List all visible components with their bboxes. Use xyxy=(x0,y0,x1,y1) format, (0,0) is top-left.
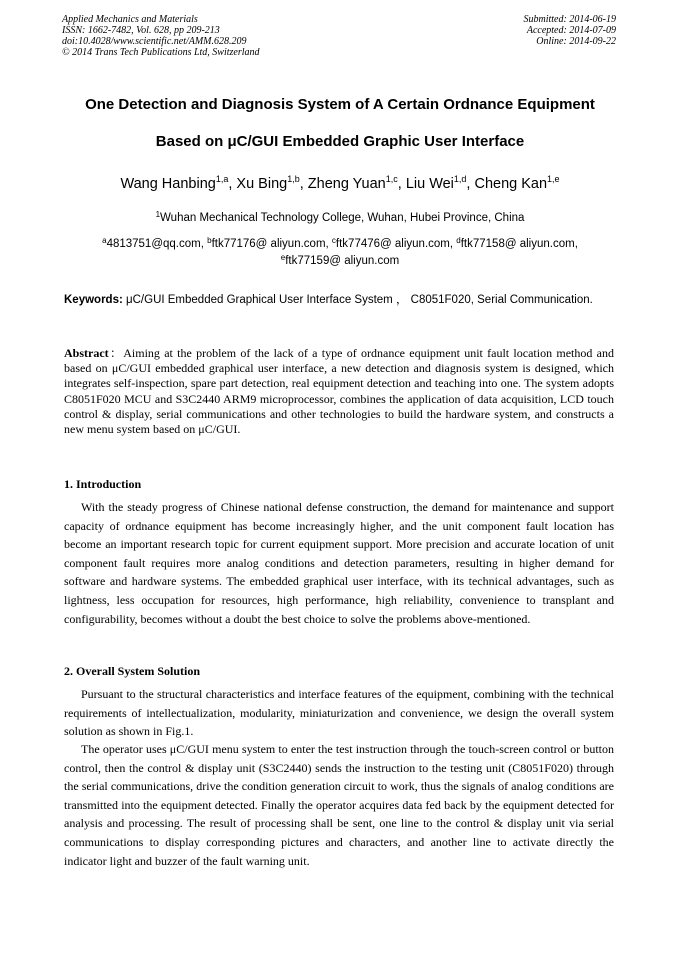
abstract-text: Aiming at the problem of the lack of a type of ordnance equipment unit fault location method and based on μC/GUI embedded graphical user interface, a new detection and diagnosis system is designed, which integrates self-inspection, spare part detection, real equipment detection and teaching into one. The system adopts C8051F020 MCU and S3C2440 ARM9 microprocessor, combines the application of data acquisition, LCD touch control & display, serial communications and other technologies to build the hardware system, and constructs a new menu system based on μC/GUI. xyxy=(64,346,614,437)
author-superscript: 1,c xyxy=(385,174,398,184)
email-address: ftk77159@ aliyun.com xyxy=(285,255,400,267)
author-separator: , xyxy=(466,176,475,192)
email-address: 4813751@qq.com, xyxy=(106,238,208,250)
email-superscript: b xyxy=(207,236,212,245)
abstract xyxy=(64,346,614,437)
author-name: Wang Hanbing xyxy=(120,176,216,192)
author-superscript: 1,e xyxy=(547,174,560,184)
keywords xyxy=(64,291,614,309)
author xyxy=(474,176,559,192)
author xyxy=(406,176,475,192)
author-superscript: 1,d xyxy=(453,174,467,184)
keywords-label: Keywords: xyxy=(64,294,123,306)
email-line-2 xyxy=(40,253,640,270)
submitted-date: Submitted: 2014-06-19 xyxy=(523,14,616,25)
online-date: Online: 2014-09-22 xyxy=(536,36,616,47)
author-name: Xu Bing xyxy=(236,176,288,192)
paper-title-line-2: Based on μC/GUI Embedded Graphic User Interface xyxy=(155,133,525,150)
email-superscript: a xyxy=(102,236,107,245)
paper-title-line-1: One Detection and Diagnosis System of A Certain Ordnance Equipment xyxy=(85,96,595,113)
introduction-paragraph: With the steady progress of Chinese national defense construction, the demand for maintenance and support capacity of ordnance equipment has become increasingly higher, and the unit component fault location has become an important research topic for current equipment support. More precision and accurate location of unit component fault requires more analog conditions and detection parameters, resulting in higher demand for software and hardware systems. The embedded graphical user interface, with its technical advantages, such as lightness, less occupation for resources, high performance, high reliability, convenience to transplant and configurability, becomes without a doubt the best choice to solve the problems above-mentioned. xyxy=(64,500,614,626)
affiliation-superscript: 1 xyxy=(155,210,161,219)
author-name: Zheng Yuan xyxy=(307,176,386,192)
abstract-colon: ： xyxy=(108,346,124,360)
email-superscript: d xyxy=(456,236,461,245)
email-line-1 xyxy=(40,236,640,253)
abstract-label: Abstract xyxy=(64,346,109,360)
author xyxy=(120,176,236,192)
author-list xyxy=(40,174,640,194)
journal-name: Applied Mechanics and Materials xyxy=(62,14,198,25)
email-address: ftk77176@ aliyun.com, xyxy=(211,238,332,250)
author-name: Liu Wei xyxy=(405,176,454,192)
copyright-line: © 2014 Trans Tech Publications Ltd, Switzerland xyxy=(62,47,260,58)
email-address: ftk77476@ aliyun.com, xyxy=(335,238,457,250)
author-name: Cheng Kan xyxy=(474,176,548,192)
accepted-date: Accepted: 2014-07-09 xyxy=(526,25,616,36)
affiliation xyxy=(40,210,640,226)
author xyxy=(308,176,406,192)
email-superscript: c xyxy=(331,236,336,245)
author-separator: , xyxy=(299,176,308,192)
overall-system-paragraph-2: The operator uses μC/GUI menu system to enter the test instruction through the touch-screen control or button control, then the control & display unit (S3C2440) sends the instruction to the testing unit (C8051F020) through the serial communications, drive the condition generation circuit to work, thus the signals of analog conditions are transmitted into the equipment detected. Finally the operator acquires data fed back by the equipment detected for analysis and processing. The result of processing shall be sent, one line to the control & display unit via serial communications to display corresponding pictures and characters, and another line to activate directly the indicator light and buzzer of the fault warning unit. xyxy=(64,742,614,868)
email-superscript: e xyxy=(280,253,286,262)
keywords-text: μC/GUI Embedded Graphical User Interface System ， C8051F020, Serial Communication. xyxy=(122,294,593,306)
author xyxy=(236,176,307,192)
section-heading-introduction: 1. Introduction xyxy=(64,477,142,491)
issn-line: ISSN: 1662-7482, Vol. 628, pp 209-213 xyxy=(62,25,220,36)
author-superscript: 1,a xyxy=(215,174,229,184)
section-heading-overall-system: 2. Overall System Solution xyxy=(64,664,201,678)
doi-line: doi:10.4028/www.scientific.net/AMM.628.209 xyxy=(62,36,247,47)
author-emails xyxy=(40,236,640,270)
journal-info xyxy=(62,14,260,58)
author-separator: , xyxy=(397,176,406,192)
overall-system-paragraph-1: Pursuant to the structural characteristics and interface features of the equipment, combining with the technical requirements of intellectualization, modularity, miniaturization and convenience, we design the overall system solution as shown in Fig.1. xyxy=(64,687,614,739)
author-superscript: 1,b xyxy=(287,174,300,184)
author-separator: , xyxy=(228,176,237,192)
submission-dates xyxy=(524,14,617,47)
email-address: ftk77158@ aliyun.com, xyxy=(460,238,578,250)
affiliation-text: Wuhan Mechanical Technology College, Wuhan, Hubei Province, China xyxy=(160,212,525,224)
